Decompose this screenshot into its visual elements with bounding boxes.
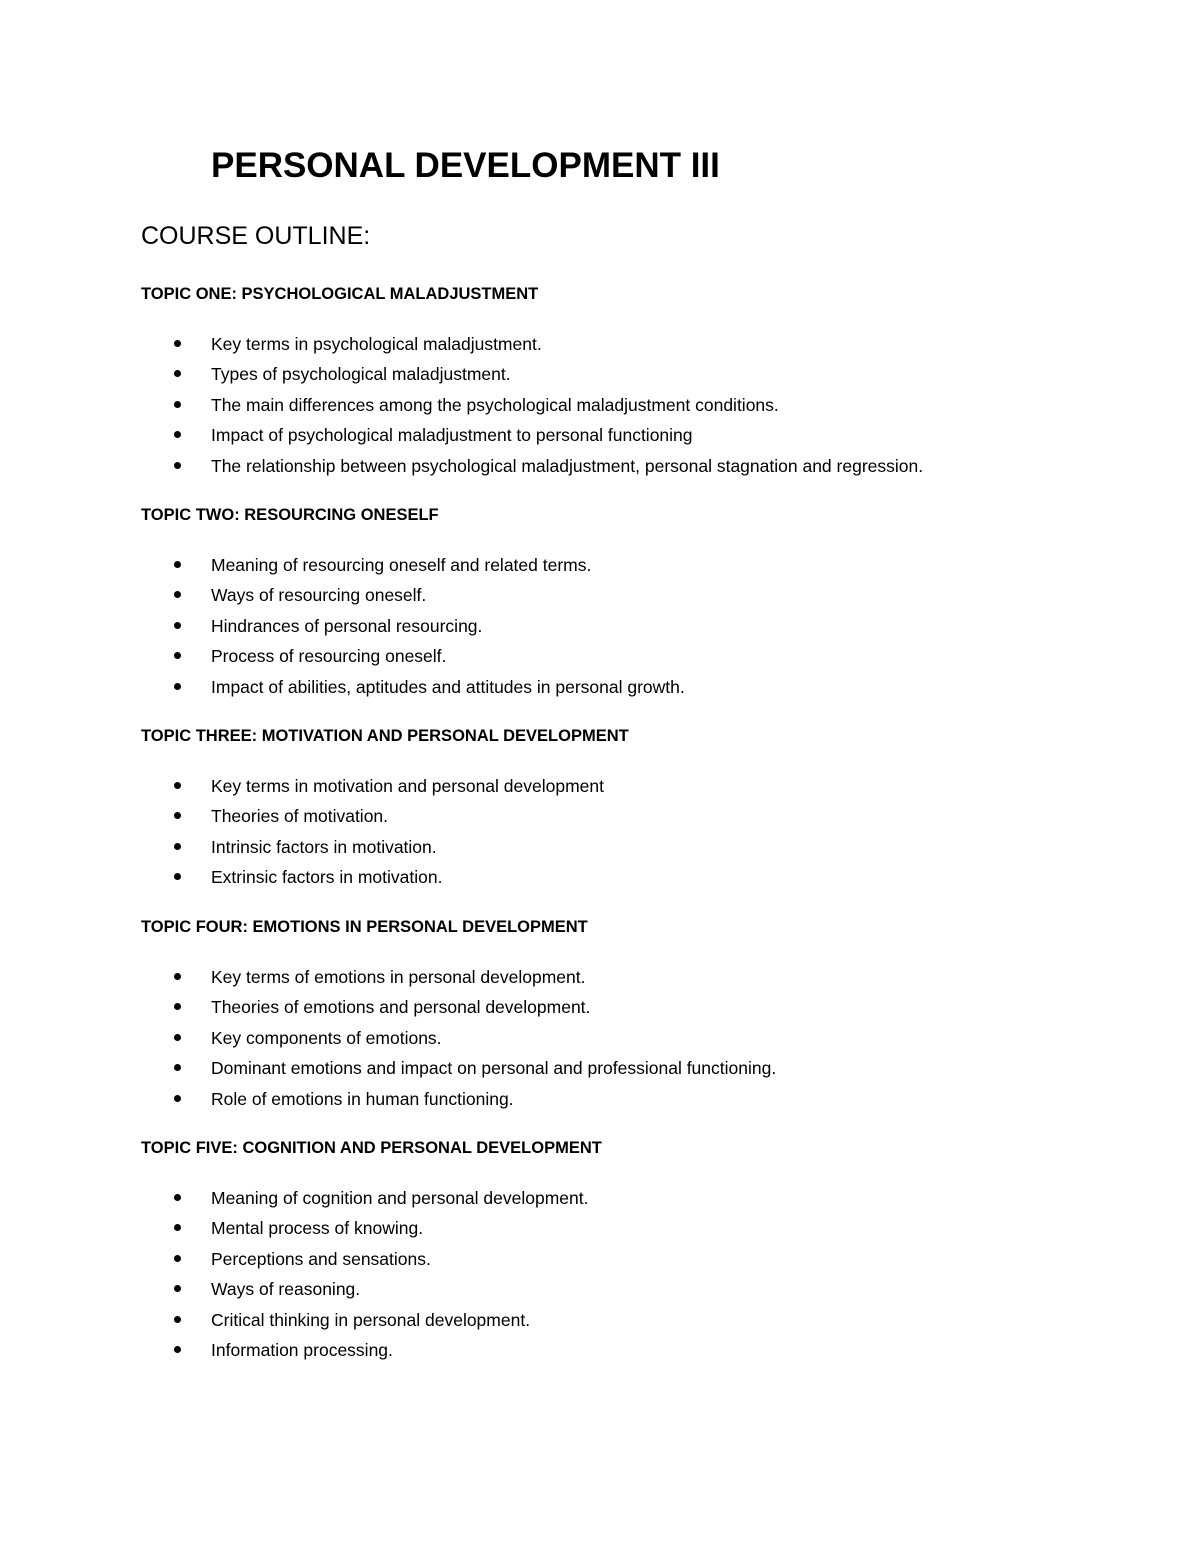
topic-section-three bbox=[141, 726, 1141, 898]
bullet-icon bbox=[174, 652, 181, 659]
bullet-icon bbox=[174, 431, 181, 438]
list-item bbox=[141, 1340, 1141, 1370]
bullet-icon bbox=[174, 1034, 181, 1041]
list-item bbox=[141, 776, 1141, 806]
bullet-icon bbox=[174, 873, 181, 880]
list-item bbox=[141, 585, 1141, 615]
topic-list bbox=[141, 776, 1141, 898]
list-item-text: Impact of psychological maladjustment to personal functioning bbox=[211, 425, 693, 446]
bullet-icon bbox=[174, 1316, 181, 1323]
bullet-icon bbox=[174, 370, 181, 377]
list-item bbox=[141, 1310, 1141, 1340]
topic-section-one bbox=[141, 284, 1141, 486]
list-item bbox=[141, 677, 1141, 707]
list-item-text: Meaning of cognition and personal development. bbox=[211, 1188, 589, 1208]
list-item-text: Intrinsic factors in motivation. bbox=[211, 836, 437, 857]
list-item-text: Dominant emotions and impact on personal and professional functioning. bbox=[211, 1058, 777, 1079]
list-item bbox=[141, 425, 1141, 455]
list-item bbox=[141, 334, 1141, 364]
list-item-text: Theories of emotions and personal development. bbox=[211, 997, 591, 1018]
bullet-icon bbox=[174, 401, 181, 408]
bullet-icon bbox=[174, 591, 181, 598]
list-item bbox=[141, 1279, 1141, 1309]
list-item-text: Critical thinking in personal development. bbox=[211, 1309, 531, 1330]
topic-section-five bbox=[141, 1138, 1141, 1370]
list-item-text: Hindrances of personal resourcing. bbox=[211, 615, 483, 636]
bullet-icon bbox=[174, 462, 181, 469]
list-item bbox=[141, 364, 1141, 394]
topic-heading: TOPIC THREE: MOTIVATION AND PERSONAL DEVELOPMENT bbox=[141, 727, 629, 745]
list-item bbox=[141, 1218, 1141, 1248]
bullet-icon bbox=[174, 1064, 181, 1071]
list-item-text: Process of resourcing oneself. bbox=[211, 646, 447, 667]
topic-heading: TOPIC TWO: RESOURCING ONESELF bbox=[141, 506, 439, 524]
topic-list bbox=[141, 1188, 1141, 1370]
bullet-icon bbox=[174, 622, 181, 629]
list-item-text: Information processing. bbox=[211, 1339, 393, 1360]
list-item bbox=[141, 555, 1141, 585]
list-item-text: Perceptions and sensations. bbox=[211, 1248, 431, 1269]
topic-list bbox=[141, 967, 1141, 1119]
bullet-icon bbox=[174, 1095, 181, 1102]
list-item-text: Key components of emotions. bbox=[211, 1027, 442, 1048]
topic-list bbox=[141, 334, 1141, 486]
list-item-text: Ways of reasoning. bbox=[211, 1279, 361, 1300]
bullet-icon bbox=[174, 782, 181, 789]
list-item bbox=[141, 967, 1141, 997]
list-item-text: The main differences among the psychological maladjustment conditions. bbox=[211, 394, 779, 415]
list-item bbox=[141, 1249, 1141, 1279]
list-item bbox=[141, 1188, 1141, 1218]
topic-heading: TOPIC FOUR: EMOTIONS IN PERSONAL DEVELOPMENT bbox=[141, 918, 588, 936]
bullet-icon bbox=[174, 1003, 181, 1010]
list-item bbox=[141, 1089, 1141, 1119]
bullet-icon bbox=[174, 812, 181, 819]
list-item bbox=[141, 1058, 1141, 1088]
list-item-text: The relationship between psychological maladjustment, personal stagnation and regression. bbox=[211, 455, 924, 476]
list-item-text: Ways of resourcing oneself. bbox=[211, 585, 427, 606]
course-outline-heading: COURSE OUTLINE: bbox=[141, 222, 371, 250]
bullet-icon bbox=[174, 340, 181, 347]
list-item bbox=[141, 395, 1141, 425]
list-item bbox=[141, 997, 1141, 1027]
list-item-text: Meaning of resourcing oneself and related terms. bbox=[211, 555, 592, 575]
bullet-icon bbox=[174, 1194, 181, 1201]
list-item-text: Key terms in motivation and personal development bbox=[211, 776, 604, 796]
list-item-text: Types of psychological maladjustment. bbox=[211, 364, 511, 385]
topic-section-two bbox=[141, 505, 1141, 707]
list-item bbox=[141, 837, 1141, 867]
bullet-icon bbox=[174, 683, 181, 690]
list-item-text: Extrinsic factors in motivation. bbox=[211, 867, 443, 888]
topic-list bbox=[141, 555, 1141, 707]
list-item-text: Theories of motivation. bbox=[211, 806, 389, 827]
topic-section-four bbox=[141, 917, 1141, 1119]
bullet-icon bbox=[174, 1346, 181, 1353]
bullet-icon bbox=[174, 973, 181, 980]
list-item-text: Role of emotions in human functioning. bbox=[211, 1088, 514, 1109]
bullet-icon bbox=[174, 561, 181, 568]
list-item bbox=[141, 456, 1141, 486]
list-item bbox=[141, 806, 1141, 836]
bullet-icon bbox=[174, 843, 181, 850]
list-item bbox=[141, 867, 1141, 897]
list-item-text: Mental process of knowing. bbox=[211, 1218, 424, 1239]
bullet-icon bbox=[174, 1255, 181, 1262]
bullet-icon bbox=[174, 1285, 181, 1292]
topic-heading: TOPIC ONE: PSYCHOLOGICAL MALADJUSTMENT bbox=[141, 285, 539, 303]
list-item-text: Key terms of emotions in personal development. bbox=[211, 967, 586, 987]
list-item bbox=[141, 646, 1141, 676]
list-item-text: Impact of abilities, aptitudes and attitudes in personal growth. bbox=[211, 676, 685, 697]
bullet-icon bbox=[174, 1224, 181, 1231]
topic-heading: TOPIC FIVE: COGNITION AND PERSONAL DEVELOPMENT bbox=[141, 1139, 602, 1157]
list-item bbox=[141, 616, 1141, 646]
list-item-text: Key terms in psychological maladjustment. bbox=[211, 334, 542, 354]
page-title: PERSONAL DEVELOPMENT III bbox=[211, 146, 720, 185]
list-item bbox=[141, 1028, 1141, 1058]
